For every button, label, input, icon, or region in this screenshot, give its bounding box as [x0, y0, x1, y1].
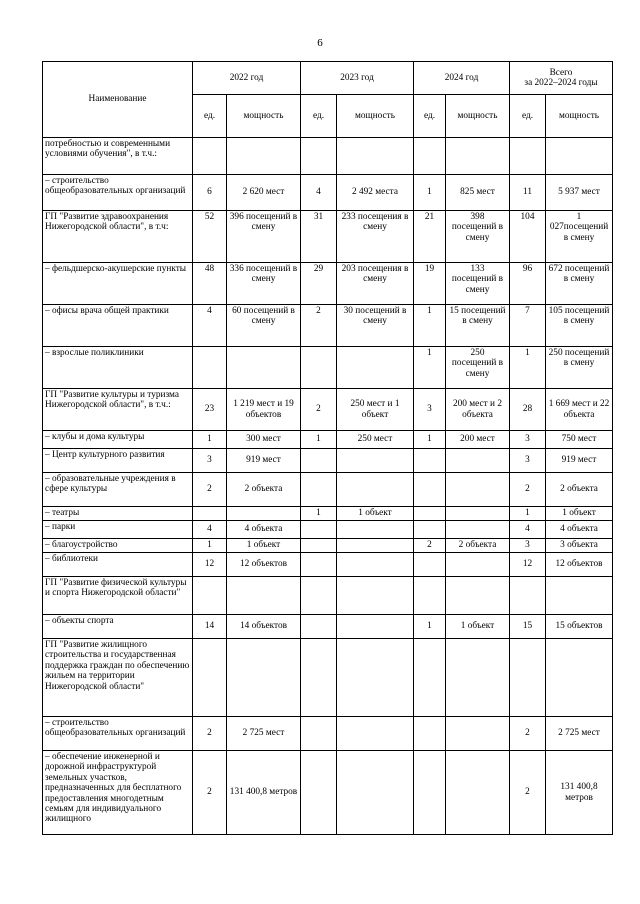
table-row [43, 347, 613, 389]
header-total-line1: Всего [549, 67, 573, 78]
header-capacity: мощность [337, 95, 414, 138]
unit-count-cell: 4 [193, 305, 227, 347]
capacity-cell [227, 639, 301, 717]
unit-count-cell [414, 577, 446, 615]
header-year-2023: 2023 год [301, 62, 414, 95]
capacity-cell [446, 577, 510, 615]
capacity-cell: 105 посещений в смену [546, 305, 613, 347]
capacity-cell: 30 посещений в смену [337, 305, 414, 347]
unit-count-cell [193, 138, 227, 175]
capacity-cell: 250 посещений в смену [446, 347, 510, 389]
capacity-cell [446, 717, 510, 751]
capacity-cell: 1 669 мест и 22 объекта [546, 389, 613, 431]
capacity-cell: 250 мест и 1 объект [337, 389, 414, 431]
row-name: – театры [43, 507, 193, 521]
unit-count-cell [414, 553, 446, 577]
capacity-cell [446, 138, 510, 175]
capacity-cell: 750 мест [546, 431, 613, 449]
unit-count-cell: 12 [193, 553, 227, 577]
capacity-cell [546, 577, 613, 615]
capacity-cell [227, 507, 301, 521]
row-name: – строительство общеобразовательных организаций [43, 175, 193, 211]
table-row [43, 305, 613, 347]
row-name: ГП "Развитие культуры и туризма Нижегородской области", в т.ч.: [43, 389, 193, 431]
unit-count-cell: 1 [414, 305, 446, 347]
unit-count-cell [301, 553, 337, 577]
unit-count-cell [193, 577, 227, 615]
unit-count-cell: 2 [510, 751, 546, 835]
capacity-cell [446, 639, 510, 717]
capacity-cell: 200 мест [446, 431, 510, 449]
capacity-cell: 5 937 мест [546, 175, 613, 211]
capacity-cell [337, 639, 414, 717]
row-name: – взрослые поликлиники [43, 347, 193, 389]
row-name: – обеспечение инженерной и дорожной инфраструктурой земельных участков, предназначенных для бесплатного предоставления многодетным семьям для индивидуального жилищного [43, 751, 193, 835]
unit-count-cell: 1 [414, 431, 446, 449]
capacity-cell [337, 473, 414, 507]
table-row [43, 751, 613, 835]
unit-count-cell: 3 [510, 539, 546, 553]
header-name: Наименование [43, 62, 193, 138]
unit-count-cell [414, 639, 446, 717]
capacity-cell: 131 400,8 метров [546, 751, 613, 835]
unit-count-cell: 104 [510, 211, 546, 263]
capacity-cell [337, 615, 414, 639]
unit-count-cell [193, 347, 227, 389]
capacity-cell [446, 473, 510, 507]
row-name: – библиотеки [43, 553, 193, 577]
unit-count-cell [301, 473, 337, 507]
capacity-cell: 131 400,8 метров [227, 751, 301, 835]
unit-count-cell [510, 639, 546, 717]
unit-count-cell [510, 138, 546, 175]
capacity-cell: 2 620 мест [227, 175, 301, 211]
row-name: – офисы врача общей практики [43, 305, 193, 347]
unit-count-cell: 2 [414, 539, 446, 553]
capacity-cell [446, 553, 510, 577]
unit-count-cell [414, 138, 446, 175]
table-row [43, 717, 613, 751]
capacity-cell [337, 521, 414, 539]
capacity-cell: 12 объектов [227, 553, 301, 577]
table-row [43, 521, 613, 539]
unit-count-cell: 23 [193, 389, 227, 431]
capacity-cell: 2 объекта [446, 539, 510, 553]
table-row [43, 507, 613, 521]
table-row [43, 389, 613, 431]
unit-count-cell: 1 [193, 431, 227, 449]
table-row [43, 639, 613, 717]
unit-count-cell: 21 [414, 211, 446, 263]
header-row-years [43, 62, 613, 95]
capacity-cell [337, 577, 414, 615]
unit-count-cell: 3 [193, 449, 227, 473]
unit-count-cell: 2 [193, 473, 227, 507]
unit-count-cell: 29 [301, 263, 337, 305]
row-name: ГП "Развитие физической культуры и спорта Нижегородской области" [43, 577, 193, 615]
row-name: – образовательные учреждения в сфере культуры [43, 473, 193, 507]
capacity-cell: 1 объект [337, 507, 414, 521]
row-name: – парки [43, 521, 193, 539]
capacity-cell: 672 посещений в смену [546, 263, 613, 305]
capacity-cell [446, 449, 510, 473]
capacity-cell: 12 объектов [546, 553, 613, 577]
unit-count-cell [193, 507, 227, 521]
unit-count-cell: 2 [301, 389, 337, 431]
unit-count-cell: 2 [510, 473, 546, 507]
table-row [43, 211, 613, 263]
capacity-cell [337, 553, 414, 577]
capacity-cell [227, 138, 301, 175]
unit-count-cell [301, 521, 337, 539]
unit-count-cell [414, 521, 446, 539]
unit-count-cell: 1 [193, 539, 227, 553]
capacity-cell: 250 посещений в смену [546, 347, 613, 389]
table-row [43, 449, 613, 473]
unit-count-cell [414, 717, 446, 751]
unit-count-cell: 15 [510, 615, 546, 639]
capacity-cell [337, 539, 414, 553]
capacity-cell: 4 объекта [227, 521, 301, 539]
unit-count-cell: 7 [510, 305, 546, 347]
unit-count-cell [301, 751, 337, 835]
table-row [43, 615, 613, 639]
capacity-cell [337, 347, 414, 389]
capacity-cell: 15 объектов [546, 615, 613, 639]
header-capacity: мощность [227, 95, 301, 138]
capacity-cell: 60 посещений в смену [227, 305, 301, 347]
capacity-cell [546, 639, 613, 717]
unit-count-cell [414, 449, 446, 473]
capacity-cell: 203 посещения в смену [337, 263, 414, 305]
capacity-cell: 1 219 мест и 19 объектов [227, 389, 301, 431]
unit-count-cell: 4 [510, 521, 546, 539]
capacity-cell [446, 521, 510, 539]
unit-count-cell: 28 [510, 389, 546, 431]
header-unit: ед. [301, 95, 337, 138]
unit-count-cell: 3 [510, 449, 546, 473]
row-name: – благоустройство [43, 539, 193, 553]
unit-count-cell: 2 [193, 751, 227, 835]
unit-count-cell: 48 [193, 263, 227, 305]
capacity-cell: 2 725 мест [227, 717, 301, 751]
unit-count-cell: 19 [414, 263, 446, 305]
unit-count-cell: 1 [414, 615, 446, 639]
unit-count-cell: 1 [510, 347, 546, 389]
row-name: – объекты спорта [43, 615, 193, 639]
capacity-cell: 133 посещений в смену [446, 263, 510, 305]
unit-count-cell: 4 [193, 521, 227, 539]
header-unit: ед. [510, 95, 546, 138]
unit-count-cell: 2 [193, 717, 227, 751]
capacity-cell: 14 объектов [227, 615, 301, 639]
unit-count-cell [301, 577, 337, 615]
capacity-cell [227, 347, 301, 389]
investment-table [42, 61, 613, 835]
table-body [43, 138, 613, 835]
capacity-cell: 3 объекта [546, 539, 613, 553]
table-row [43, 138, 613, 175]
unit-count-cell [301, 347, 337, 389]
capacity-cell: 2 объекта [227, 473, 301, 507]
row-name: – строительство общеобразовательных организаций [43, 717, 193, 751]
capacity-cell [446, 507, 510, 521]
table-row [43, 263, 613, 305]
capacity-cell: 250 мест [337, 431, 414, 449]
unit-count-cell: 1 [510, 507, 546, 521]
header-unit: ед. [193, 95, 227, 138]
capacity-cell: 2 492 места [337, 175, 414, 211]
header-year-2022: 2022 год [193, 62, 301, 95]
unit-count-cell: 52 [193, 211, 227, 263]
header-capacity: мощность [446, 95, 510, 138]
row-name: потребностью и современными условиями обучения", в т.ч.: [43, 138, 193, 175]
table-row [43, 473, 613, 507]
capacity-cell [337, 449, 414, 473]
row-name: – Центр культурного развития [43, 449, 193, 473]
unit-count-cell [301, 449, 337, 473]
table-row [43, 539, 613, 553]
row-name: ГП "Развитие жилищного строительства и государственная поддержка граждан по обеспечению жильем на территории Нижегородской области" [43, 639, 193, 717]
unit-count-cell [301, 639, 337, 717]
capacity-cell: 825 мест [446, 175, 510, 211]
row-name: – клубы и дома культуры [43, 431, 193, 449]
unit-count-cell: 11 [510, 175, 546, 211]
table-row [43, 175, 613, 211]
capacity-cell: 200 мест и 2 объекта [446, 389, 510, 431]
capacity-cell: 1 объект [546, 507, 613, 521]
header-unit: ед. [414, 95, 446, 138]
capacity-cell: 919 мест [546, 449, 613, 473]
capacity-cell: 336 посещений в смену [227, 263, 301, 305]
capacity-cell [337, 751, 414, 835]
header-capacity: мощность [546, 95, 613, 138]
capacity-cell: 396 посещений в смену [227, 211, 301, 263]
unit-count-cell [414, 473, 446, 507]
capacity-cell: 4 объекта [546, 521, 613, 539]
unit-count-cell [301, 615, 337, 639]
table-row [43, 553, 613, 577]
unit-count-cell: 2 [510, 717, 546, 751]
capacity-cell [546, 138, 613, 175]
header-year-2024: 2024 год [414, 62, 510, 95]
capacity-cell: 1 027посещений в смену [546, 211, 613, 263]
capacity-cell [227, 577, 301, 615]
capacity-cell: 300 мест [227, 431, 301, 449]
capacity-cell: 2 объекта [546, 473, 613, 507]
table-row [43, 577, 613, 615]
unit-count-cell: 96 [510, 263, 546, 305]
unit-count-cell: 3 [414, 389, 446, 431]
unit-count-cell [414, 507, 446, 521]
unit-count-cell [193, 639, 227, 717]
unit-count-cell [510, 577, 546, 615]
unit-count-cell: 1 [301, 507, 337, 521]
unit-count-cell: 12 [510, 553, 546, 577]
unit-count-cell [301, 539, 337, 553]
capacity-cell: 233 посещения в смену [337, 211, 414, 263]
row-name: ГП "Развитие здравоохранения Нижегородской области", в т.ч: [43, 211, 193, 263]
capacity-cell: 2 725 мест [546, 717, 613, 751]
unit-count-cell: 1 [301, 431, 337, 449]
capacity-cell [337, 138, 414, 175]
unit-count-cell [414, 751, 446, 835]
header-total-line2: за 2022–2024 годы [524, 78, 598, 88]
unit-count-cell: 1 [414, 347, 446, 389]
header-total [510, 62, 613, 95]
row-name: – фельдшерско-акушерские пункты [43, 263, 193, 305]
capacity-cell [337, 717, 414, 751]
capacity-cell [446, 751, 510, 835]
unit-count-cell: 31 [301, 211, 337, 263]
unit-count-cell: 4 [301, 175, 337, 211]
capacity-cell: 398 посещений в смену [446, 211, 510, 263]
page-number: 6 [317, 37, 323, 49]
unit-count-cell: 3 [510, 431, 546, 449]
table-row [43, 431, 613, 449]
unit-count-cell [301, 138, 337, 175]
unit-count-cell [301, 717, 337, 751]
unit-count-cell: 1 [414, 175, 446, 211]
capacity-cell: 15 посещений в смену [446, 305, 510, 347]
capacity-cell: 919 мест [227, 449, 301, 473]
unit-count-cell: 14 [193, 615, 227, 639]
capacity-cell: 1 объект [227, 539, 301, 553]
capacity-cell: 1 объект [446, 615, 510, 639]
unit-count-cell: 2 [301, 305, 337, 347]
unit-count-cell: 6 [193, 175, 227, 211]
